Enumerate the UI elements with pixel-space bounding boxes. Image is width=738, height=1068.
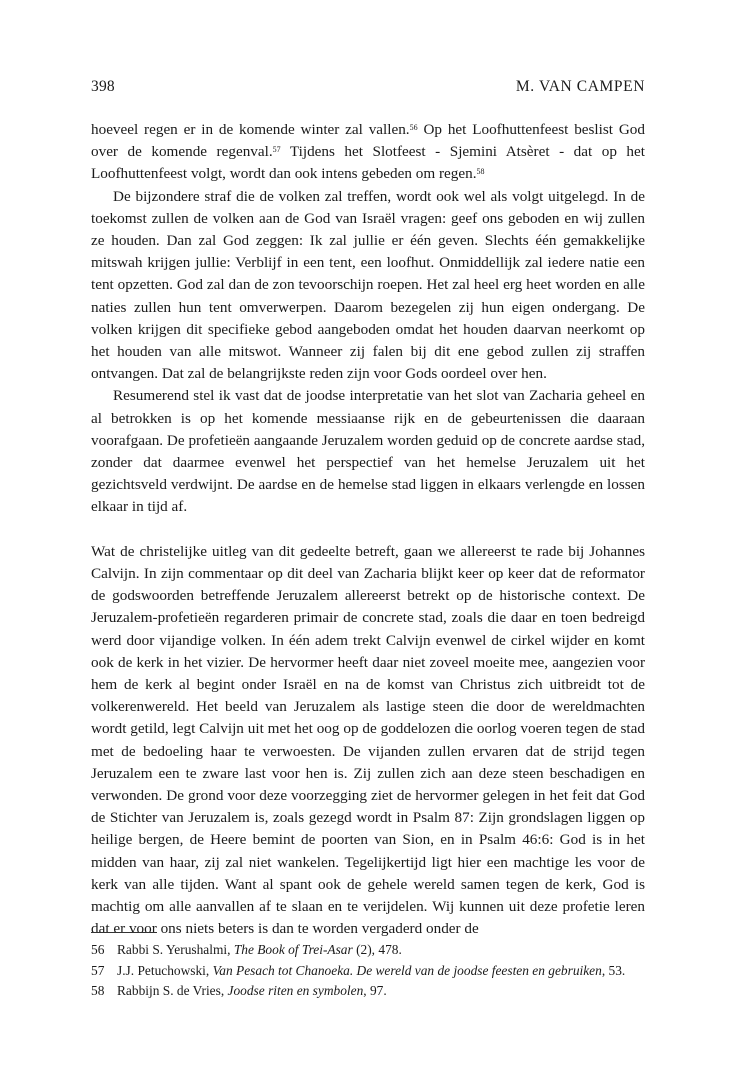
- paragraph: De bijzondere straf die de volken zal treffen, wordt ook wel als volgt uitgelegd. In de toekomst zullen de volken aan de God van Israël vragen: geef ons geboden en wij zullen ze houden. Dan zal God zeggen: Ik zal jullie er één geven. Slechts één gemakkelijke mitswah krijgen jullie: Verblijf in een tent, een loofhut. Onmiddellijk zal iedere natie een tent opzetten. God zal dan de zon tevoorschijn roepen. Het zal heel erg heet worden en alle naties zullen hun tent omverwerpen. Daarom bezegelen zij hun eigen ondergang. De volken krijgen dit specifieke gebod aangeboden omdat het houden daarvan neerkomt op het houden van alle mitswot. Wanneer zij falen bij dit ene gebod zullen zij straffen ontvangen. Dat zal de belangrijkste reden zijn voor Gods oordeel over hen.: [91, 187, 645, 383]
- footnote-ref[interactable]: 58: [476, 167, 485, 177]
- footnotes: [91, 940, 645, 1002]
- footnote: [91, 981, 645, 1002]
- footnote-number: 57: [91, 962, 105, 978]
- page-number: 398: [91, 78, 115, 95]
- footnote: [91, 940, 645, 961]
- footnote: [91, 961, 645, 982]
- footnote-number: 58: [91, 983, 105, 998]
- paragraph: Wat de christelijke uitleg van dit gedeelte betreft, gaan we allereerst te rade bij Johannes Calvijn. In zijn commentaar op dit deel van Zacharia blijkt keer op keer dat de reformator de godswoorden betreffende Jeruzalem allereerst betrekt op de historische context. De Jeruzalem-profetieën regarderen primair de concrete stad, zoals die daar en toen bedreigd werd door vijandige volken. In één adem trekt Calvijn evenwel de cirkel wijder en komt ook de kerk in het vizier. De hervormer heeft daar niet zoveel moeite mee, aangezien voor hem de kerk al begint onder Israël en na de komst van Christus zich uitbreidt tot de volkerenwereld. Het beeld van Jeruzalem als lastige steen die door de wereldmachten wordt getild, legt Calvijn uit met het oog op de goddelozen die oorlog voeren tegen de stad met de bedoeling haar te verwoesten. De vijanden zullen ervaren dat de strijd tegen Jeruzalem een te zware last voor hen is. Zij zullen zich aan deze steen beschadigen en verwonden. De grond voor deze voorzegging ziet de hervormer gelegen in het feit dat God de Stichter van Jeruzalem is, zoals gezegd wordt in Psalm 87: Zijn grondslagen liggen op heilige bergen, de Heere bemint de poorten van Sion, en in Psalm 46:6: God is in het midden van haar, zij zal niet wankelen. Tegelijkertijd ligt hier een machtige les voor de kerk van alle tijden. Want al spant ook de gehele wereld samen tegen de kerk, God is machtig om alle aanvallen af te slaan en te verijdelen. Wij kunnen uit deze profetie leren dat er voor ons niets beters is dan te worden vergaderd onder de: [91, 542, 645, 938]
- page-header: [91, 78, 645, 98]
- footnote-text: J.J. Petuchowski, Van Pesach tot Chanoeka. De wereld van de joodse feesten en gebruiken, 53.: [117, 962, 626, 978]
- paragraph: hoeveel regen er in de komende winter zal vallen.$^{56}$ Op het Loofhuttenfeest beslist God over de komende regenval.$^{57}$ Tijdens het Slotfeest - Sjemini Atsèret - dat op het Loofhuttenfeest volgt, wordt dan ook intens gebeden om regen.$^{58}$: [91, 121, 645, 183]
- footnote-divider: [91, 932, 157, 933]
- body-text: [91, 119, 645, 941]
- running-head: M. VAN CAMPEN: [515, 78, 645, 95]
- footnote-ref[interactable]: 57: [272, 145, 281, 155]
- footnote-text: Rabbi S. Yerushalmi, The Book of Trei-Asar (2), 478.: [117, 942, 402, 957]
- footnote-ref[interactable]: 56: [409, 123, 418, 132]
- paragraph: Resumerend stel ik vast dat de joodse interpretatie van het slot van Zacharia geheel en al betrokken is op het komende messiaanse rijk en de gebeurtenissen die daaraan voorafgaan. De profetieën aangaande Jeruzalem worden geduid op de concrete aardse stad, zonder dat daarmee evenwel het perspectief van het hemelse Jeruzalem uit het gezichtsveld verdwijnt. De aardse en de hemelse stad liggen in elkaars verlengde en lossen elkaar in tijd af.: [91, 387, 645, 516]
- footnote-text: Rabbijn S. de Vries, Joodse riten en symbolen, 97.: [117, 983, 387, 998]
- footnote-number: 56: [91, 942, 105, 957]
